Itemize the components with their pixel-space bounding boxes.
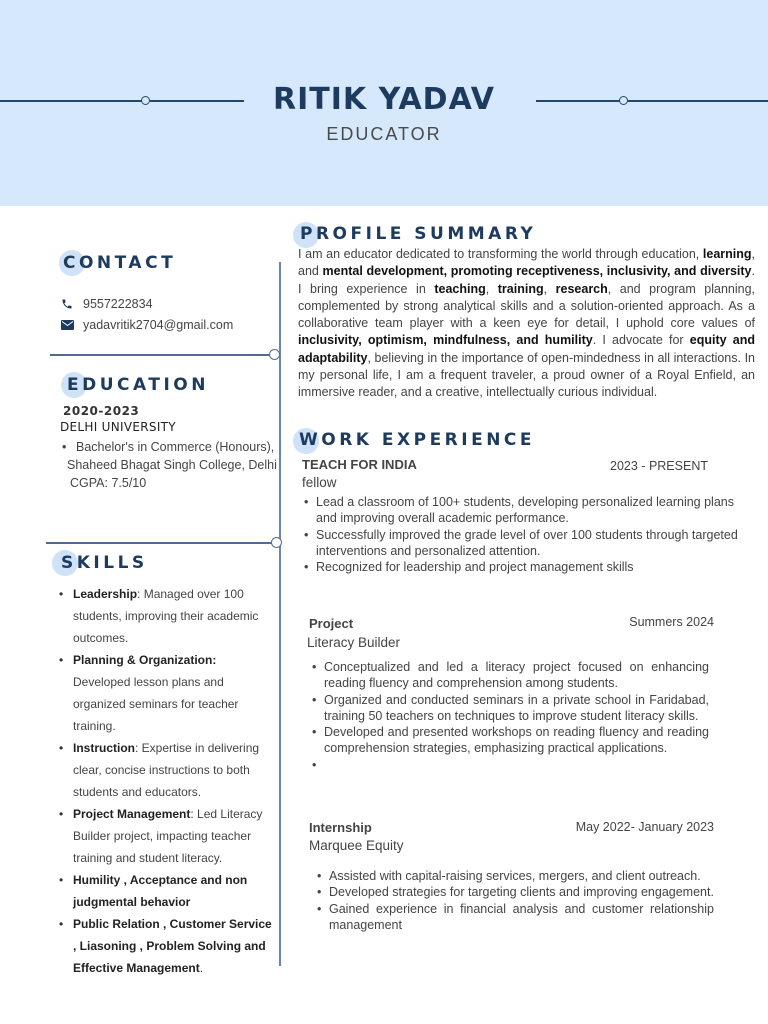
job-bullet: • Recognized for leadership and project management skills — [302, 559, 757, 575]
contact-divider — [50, 354, 272, 356]
education-degree: Bachelor's in Commerce (Honours), — [76, 440, 275, 454]
education-years: 2020-2023 — [63, 404, 140, 418]
job-bullet: • Conceptualized and led a literacy project focused on enhancing reading fluency and comprehension among students. — [310, 659, 709, 692]
skill-item: • Planning & Organization: Developed lesson plans and organized seminars for teacher training. — [57, 649, 275, 737]
candidate-name: RITIK YADAV — [273, 82, 495, 117]
education-divider-dot — [271, 537, 282, 548]
mail-icon — [60, 320, 74, 330]
skill-item: • Public Relation , Customer Service , Liasoning , Problem Solving and Effective Management. — [57, 913, 275, 979]
skills-list — [57, 583, 275, 979]
profile-summary-text: I am an educator dedicated to transforming the world through education, learning, and mental development, promoting receptiveness, inclusivity, and diversity. I bring experience in teaching, training, research, and program planning, complemented by strong analytical skills and a solution-oriented approach. As a collaborative team player with a keen eye for detail, I uphold core values of inclusivity, optimism, mindfulness, and humility. I advocate for equity and adaptability, believing in the importance of open-mindedness in all interactions. In my personal life, I am a frequent traveler, a proud owner of a Royal Enfield, an immersive reader, and a creative, intellectually curious individual. — [298, 247, 756, 400]
job-bullet: • Lead a classroom of 100+ students, developing personalized learning plans and improving overall academic performance. — [302, 494, 757, 527]
contact-email-row — [60, 318, 233, 332]
phone-icon — [60, 298, 74, 310]
education-heading: EDUCATION — [67, 375, 209, 395]
education-degree-item: • Bachelor's in Commerce (Honours), — [62, 440, 275, 454]
contact-phone[interactable]: 9557222834 — [83, 297, 153, 311]
skill-item: • Instruction: Expertise in delivering clear, concise instructions to both students and educators. — [57, 737, 275, 803]
education-college: Shaheed Bhagat Singh College, Delhi — [67, 458, 277, 472]
job-bullets — [315, 868, 714, 933]
job-bullets — [310, 659, 709, 773]
job-date: May 2022- January 2023 — [575, 820, 714, 834]
education-university: DELHI UNIVERSITY — [60, 420, 176, 434]
contact-email[interactable]: yadavritik2704@gmail.com — [83, 318, 234, 332]
work-heading: WORK EXPERIENCE — [299, 430, 536, 450]
job-role: Marquee Equity — [309, 838, 404, 853]
job-organization: Project — [309, 616, 354, 631]
contact-phone-row — [60, 297, 153, 311]
education-cgpa: CGPA: 7.5/10 — [70, 476, 147, 490]
job-bullet: • Assisted with capital-raising services, mergers, and client outreach. — [315, 868, 714, 884]
education-details — [62, 438, 282, 492]
job-bullet: • Developed strategies for targeting clients and improving engagement. — [315, 884, 714, 900]
education-divider — [46, 542, 272, 544]
job-bullet — [310, 757, 709, 773]
header-banner — [0, 0, 768, 206]
job-bullet: • Successfully improved the grade level of over 100 students through targeted interventions and personalized attention. — [302, 527, 757, 560]
job-bullet: • Gained experience in financial analysis and customer relationship management — [315, 901, 714, 934]
sidebar-divider-vertical — [279, 262, 281, 966]
skill-item: • Project Management: Led Literacy Builder project, impacting teacher training and student literacy. — [57, 803, 275, 869]
profile-heading: PROFILE SUMMARY — [300, 224, 537, 244]
job-date: 2023 - PRESENT — [610, 459, 708, 473]
job-role: Literacy Builder — [307, 635, 401, 650]
job-bullets — [302, 494, 757, 575]
job-organization: Internship — [309, 820, 372, 835]
job-organization: TEACH FOR INDIA — [302, 457, 417, 472]
candidate-title: EDUCATOR — [326, 124, 442, 144]
job-role: fellow — [302, 475, 337, 490]
job-bullet: • Organized and conducted seminars in a private school in Faridabad, training 50 teachers on techniques to improve student literacy skills. — [310, 692, 709, 725]
job-bullet: • Developed and presented workshops on reading fluency and reading comprehension strategies, emphasizing practical applications. — [310, 724, 709, 757]
contact-divider-dot — [269, 349, 280, 360]
skill-item: • Humility , Acceptance and non judgmental behavior — [57, 869, 275, 913]
job-date: Summers 2024 — [629, 615, 714, 629]
contact-heading: CONTACT — [63, 253, 177, 273]
skill-item: • Leadership: Managed over 100 students, improving their academic outcomes. — [57, 583, 275, 649]
skills-heading: SKILLS — [61, 553, 148, 573]
